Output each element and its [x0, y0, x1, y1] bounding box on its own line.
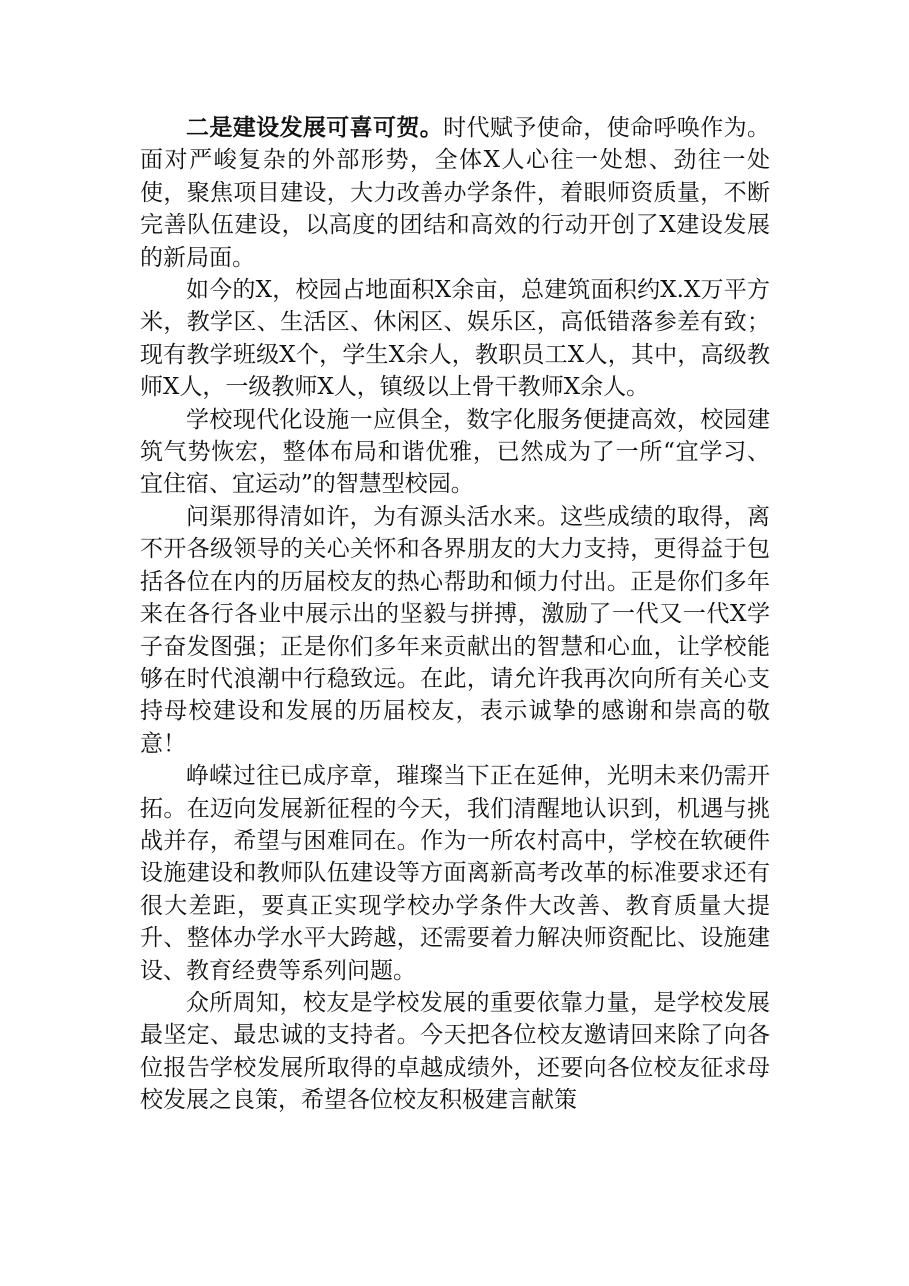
paragraph-1 — [140, 112, 770, 274]
paragraph-3 — [140, 404, 770, 501]
paragraph-heading: 二是建设发展可喜可贺。 — [186, 114, 444, 141]
paragraph-4 — [140, 501, 770, 760]
paragraph-text: 学校现代化设施一应俱全，数字化服务便捷高效，校园建筑气势恢宏，整体布局和谐优雅，已然成为了一所“宜学习、宜住宿、宜运动”的智慧型校园。 — [140, 406, 770, 498]
paragraph-6 — [140, 987, 770, 1117]
paragraph-text: 问渠那得清如许，为有源头活水来。这些成绩的取得，离不开各级领导的关心关怀和各界朋友的大力支持，更得益于包括各位在内的历届校友的热心帮助和倾力付出。正是你们多年来在各行各业中展示出的坚毅与拼搏，激励了一代又一代X学子奋发图强；正是你们多年来贡献出的智慧和心血，让学校能够在时代浪潮中行稳致远。在此，请允许我再次向所有关心支持母校建设和发展的历届校友，表示诚挚的感谢和崇高的敬意！ — [140, 503, 770, 757]
paragraph-text: 峥嵘过往已成序章，璀璨当下正在延伸，光明未来仍需开拓。在迈向发展新征程的今天，我们清醒地认识到，机遇与挑战并存，希望与困难同在。作为一所农村高中，学校在软硬件设施建设和教师队伍建设等方面离新高考改革的标准要求还有很大差距，要真正实现学校办学条件大改善、教育质量大提升、整体办学水平大跨越，还需要着力解决师资配比、设施建设、教育经费等系列问题。 — [140, 763, 770, 984]
paragraph-2 — [140, 274, 770, 404]
document-body — [140, 112, 770, 1117]
paragraph-text: 如今的X，校园占地面积X余亩，总建筑面积约X.X万平方米，教学区、生活区、休闲区、娱乐区，高低错落参差有致；现有教学班级X个，学生X余人，教职员工X人，其中，高级教师X人，一级教师X人，镇级以上骨干教师X余人。 — [140, 277, 770, 401]
paragraph-5 — [140, 760, 770, 987]
paragraph-text: 时代赋予使命，使命呼唤作为。面对严峻复杂的外部形势，全体X人心往一处想、劲往一处使，聚焦项目建设，大力改善办学条件，着眼师资质量，不断完善队伍建设，以高度的团结和高效的行动开创了X建设发展的新局面。 — [140, 115, 770, 271]
paragraph-text: 众所周知，校友是学校发展的重要依靠力量，是学校发展最坚定、最忠诚的支持者。今天把各位校友邀请回来除了向各位报告学校发展所取得的卓越成绩外，还要向各位校友征求母校发展之良策，希望各位校友积极建言献策 — [140, 989, 770, 1114]
